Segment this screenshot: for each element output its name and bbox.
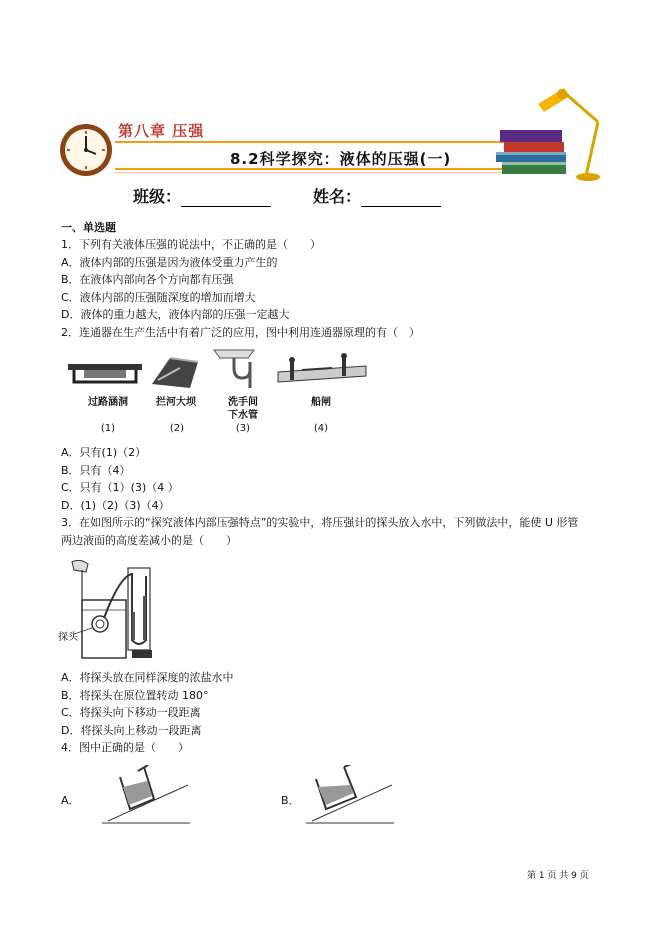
clock-icon	[58, 122, 114, 178]
container-figure-a	[102, 765, 192, 827]
option-c: C．液体内部的压强随深度的增加而增大	[61, 290, 256, 304]
option-a: A．将探头放在同样深度的浓盐水中	[61, 671, 234, 684]
question-stem: 4．图中正确的是（ ）	[61, 741, 189, 754]
figure-number: (2)	[169, 423, 185, 434]
option-b: B．在液体内部向各个方向都有压强	[61, 273, 234, 286]
figure-number: (1)	[100, 423, 116, 434]
name-label: 姓名：	[313, 187, 362, 206]
question-stem: 两边液面的高度差减小的是（ ）	[61, 533, 237, 547]
class-label: 班级：	[133, 187, 182, 206]
figure-number: (3)	[235, 423, 251, 434]
shiplock-figure	[276, 352, 368, 388]
culvert-figure	[66, 358, 144, 388]
class-blank[interactable]	[181, 190, 271, 207]
container-figure-b	[306, 765, 396, 827]
figure-caption: 船闸	[311, 397, 331, 408]
name-blank[interactable]	[361, 190, 441, 207]
q4-option-a-label: A．	[61, 794, 80, 807]
option-d: D．液体的重力越大，液体内部的压强一定越大	[61, 308, 290, 321]
header-rule	[115, 141, 508, 143]
books-lamp-icon	[486, 84, 611, 184]
dam-figure	[150, 354, 200, 390]
name-field	[313, 184, 441, 207]
option-b: B．将探头在原位置转动 180°	[61, 688, 209, 702]
figure-caption: 下水管	[228, 410, 258, 421]
pressure-gauge-figure	[60, 556, 165, 664]
question-2-options	[61, 444, 578, 549]
page-footer: 第 1 页 共 9 页	[527, 871, 589, 881]
probe-label: 探头	[58, 632, 78, 643]
option-d: D．将探头向上移动一段距离	[61, 723, 202, 737]
question-1	[61, 236, 420, 341]
option-a: A．只有(1)（2）	[61, 446, 147, 459]
question-stem: 2．连通器在生产生活中有着广泛的应用，图中利用连通器原理的有（ ）	[61, 325, 420, 339]
lesson-title: 8.2科学探究：液体的压强(一)	[230, 150, 452, 168]
question-3-options	[61, 669, 234, 757]
figure-caption: 拦河大坝	[156, 397, 196, 408]
question-stem: 3．在如图所示的“探究液体内部压强特点”的实验中，将压强计的探头放入水中，下列做法中，能使 U 形管	[61, 516, 579, 529]
option-a: A．液体内部的压强是因为液体受重力产生的	[61, 255, 278, 269]
option-c: C．只有（1）(3)（4 ）	[61, 481, 179, 494]
class-field	[133, 184, 271, 207]
option-c: C．将探头向下移动一段距离	[61, 706, 201, 719]
option-b: B．只有（4）	[61, 463, 131, 477]
figure-caption: 过路涵洞	[88, 397, 128, 408]
question-stem: 1．下列有关液体压强的说法中，不正确的是（ ）	[61, 238, 321, 251]
figure-number: (4)	[313, 423, 329, 434]
q4-option-b-label: B．	[281, 794, 300, 807]
chapter-title: 第八章 压强	[118, 122, 205, 140]
drainpipe-figure	[210, 348, 260, 388]
figure-caption: 洗手间	[228, 397, 258, 408]
option-d: D．(1)（2)（3)（4）	[61, 498, 170, 512]
section-heading: 一、单选题	[61, 221, 116, 234]
